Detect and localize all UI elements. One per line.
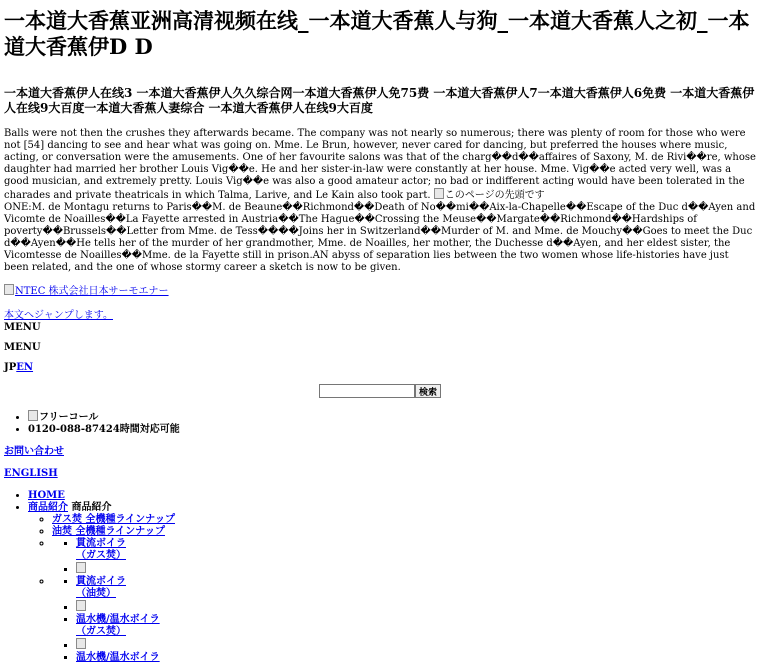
- nav-home-link[interactable]: HOME: [28, 490, 65, 501]
- submenu-item-products: [52, 538, 756, 576]
- product-link-2[interactable]: [76, 576, 126, 599]
- product-link-1[interactable]: [76, 538, 126, 561]
- intro-paragraph: [4, 128, 756, 202]
- submenu-item-products-2: [52, 576, 756, 664]
- english-row: [4, 468, 756, 480]
- search-button[interactable]: 検索: [415, 384, 441, 398]
- intro-text: Balls were not then the crushes they afterwards became. The company was not nearly so numerous; there was plenty of room for those who were not [54] dancing to see and hear what was going on. Mme. Le Brun, however, never cared for dancing, but preferred the houses where music, acting, or conversation were the amusements. One of her favourite salons was that of the charg��d��affaires of Saxony, M. de Rivi��re, whose daughter had married her brother Louis Vig��e. He and her sister-in-law were constantly at her house. Mme. Vig��e acted very well, was a good musician, and extremely pretty. Louis Vig��e was also a good amateur actor; no bad or indifferent acting would have been tolerated in the charades and private theatricals in which Talma, Larive, and Le Kain also took part.: [4, 128, 756, 201]
- gas-lineup-link[interactable]: ガス焚 全機種ラインナップ: [52, 514, 175, 525]
- logo-image-icon: [4, 284, 14, 295]
- product-image-item-2: [76, 600, 756, 614]
- free-call-item: [28, 410, 756, 424]
- product-item-1: [76, 538, 756, 562]
- page-top-alt-text: このページの先頭です: [444, 190, 545, 201]
- page: [0, 8, 760, 664]
- product-item-2: [76, 576, 756, 600]
- product-item-3: [76, 614, 756, 638]
- submenu-item-gas-lineup: [52, 514, 756, 526]
- product-1-line2: （ガス焚）: [76, 550, 126, 561]
- product-3-line1: 温水機/温水ボイラ: [76, 614, 160, 625]
- product-image-2-icon: [76, 600, 86, 611]
- nav-products-link[interactable]: 商品紹介: [28, 502, 68, 513]
- search-form: [4, 384, 756, 400]
- product-image-item-3: [76, 638, 756, 652]
- page-top-image-icon: [434, 188, 444, 199]
- global-nav: [4, 490, 756, 664]
- search-input[interactable]: [319, 384, 415, 398]
- product-image-item-1: [76, 562, 756, 576]
- menu-label-2[interactable]: MENU: [4, 342, 41, 353]
- products-list-2: [52, 576, 756, 664]
- product-item-4: [76, 652, 756, 664]
- logo-row: [4, 284, 756, 298]
- lang-jp: JP: [4, 362, 17, 373]
- product-1-line1: 貫流ボイラ: [76, 538, 126, 549]
- product-2-line1: 貫流ボイラ: [76, 576, 126, 587]
- nav-products-label: 商品紹介: [71, 502, 112, 513]
- lang-en-link[interactable]: EN: [16, 362, 34, 373]
- page-subtitle: 一本道大香蕉伊人在线3 一本道大香蕉伊人久久综合网一本道大香蕉伊人免75费 一本道大香蕉伊人7一本道大香蕉伊人6免费 一本道大香蕉伊人在线9大百度一本道大香蕉人妻综合 一本道大香蕉伊人在线9大百度: [4, 86, 755, 115]
- inquiry-link[interactable]: お問い合わせ: [4, 446, 64, 457]
- product-3-line2: （ガス焚）: [76, 626, 126, 637]
- logo-link[interactable]: [4, 286, 169, 297]
- language-switch: [4, 362, 756, 374]
- phone-item: • 0120-088-87424時間対応可能: [28, 424, 756, 436]
- skip-row: [4, 310, 756, 322]
- menu-label-1[interactable]: MENU: [4, 322, 41, 333]
- product-link-3[interactable]: [76, 614, 160, 637]
- english-link[interactable]: ENGLISH: [4, 468, 58, 479]
- free-call-alt-text: フリーコール: [39, 412, 99, 423]
- nav-item-products: [28, 502, 756, 664]
- inquiry-row: [4, 446, 756, 458]
- product-2-line2: （油焚）: [76, 588, 116, 599]
- free-call-image-icon: [28, 410, 38, 421]
- nav-item-home: [28, 490, 756, 502]
- skip-to-content-link[interactable]: 本文へジャンプします。: [4, 310, 113, 321]
- oil-lineup-link[interactable]: 油焚 全機種ラインナップ: [52, 526, 165, 537]
- product-image-1-icon: [76, 562, 86, 573]
- logo-alt-text: NTEC 株式会社日本サーモエナー: [15, 286, 169, 297]
- story-paragraph: ONE:M. de Montagu returns to Paris��M. de Beaune��Richmond��Death of No��mi��Aix-la-Chapelle��Escape of the Duc d��Ayen and Vicomte de Noailles��La Fayette arrested in Austria��The Hague��Crossing the Meuse��Margate��Richmond��Hardships of poverty��Brussels��Letter from Mme. de Tess����Joins her in Switzerland��Murder of M. and Mme. de Mouchy��Goes to meet the Duc d��Ayen��He tells her of the murder of her grandmother, Mme. de Noailles, her mother, the Duchesse d��Ayen, and her eldest sister, the Vicomtesse de Noailles��Mme. de la Fayette still in prison.AN abyss of separation lies between the two women whose life-histories have just been related, and the one of whose stormy career a sketch is now to be given.: [4, 202, 756, 273]
- products-submenu: [28, 514, 756, 664]
- page-title: 一本道大香蕉亚洲高清视频在线_一本道大香蕉人与狗_一本道大香蕉人之初_一本道大香蕉伊D D: [4, 8, 750, 59]
- submenu-item-oil-lineup: [52, 526, 756, 538]
- product-image-3-icon: [76, 638, 86, 649]
- products-list: [52, 538, 756, 576]
- contact-list: [4, 410, 756, 436]
- product-link-4[interactable]: 温水機/温水ボイラ: [76, 652, 160, 663]
